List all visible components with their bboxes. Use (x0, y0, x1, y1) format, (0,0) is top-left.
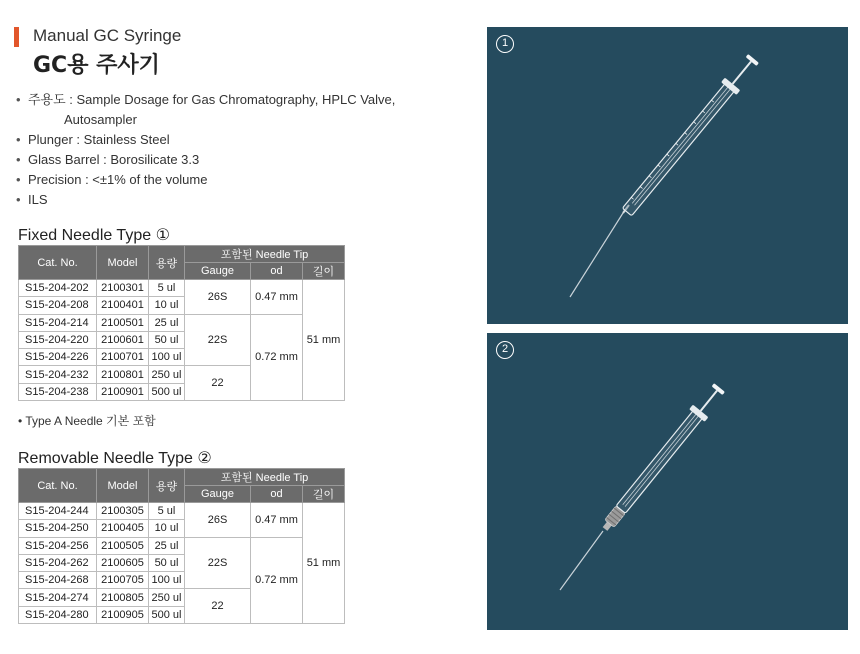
cell-volume: 10 ul (149, 297, 185, 314)
cell-model: 2100401 (97, 297, 149, 314)
cell-gauge: 26S (185, 503, 251, 538)
spec-precision: • Precision : <±1% of the volume (16, 170, 446, 190)
cell-cat-no: S15-204-244 (19, 503, 97, 520)
cell-cat-no: S15-204-220 (19, 331, 97, 348)
cell-cat-no: S15-204-232 (19, 366, 97, 383)
cell-cat-no: S15-204-238 (19, 383, 97, 400)
header-volume: 용량 (149, 246, 185, 280)
cell-volume: 500 ul (149, 606, 185, 623)
cell-cat-no: S15-204-268 (19, 572, 97, 589)
cell-cat-no: S15-204-262 (19, 554, 97, 571)
header-length: 길이 (303, 263, 345, 280)
cell-gauge: 26S (185, 280, 251, 315)
removable-needle-table (18, 468, 345, 624)
spec-list (16, 90, 446, 210)
cell-volume: 5 ul (149, 280, 185, 297)
spec-barrel: • Glass Barrel : Borosilicate 3.3 (16, 150, 446, 170)
cell-volume: 100 ul (149, 349, 185, 366)
fixed-needle-title: Fixed Needle Type ① (18, 227, 170, 244)
cell-cat-no: S15-204-226 (19, 349, 97, 366)
cell-cat-no: S15-204-250 (19, 520, 97, 537)
fixed-needle-table (18, 245, 345, 401)
cell-cat-no: S15-204-208 (19, 297, 97, 314)
removable-syringe-image (487, 333, 848, 630)
cell-model: 2100705 (97, 572, 149, 589)
cell-model: 2100701 (97, 349, 149, 366)
header-od: od (251, 486, 303, 503)
header-needle-tip: 포함된 Needle Tip (185, 469, 345, 486)
header-volume: 용량 (149, 469, 185, 503)
cell-od: 0.47 mm (251, 503, 303, 538)
spec-ils: • ILS (16, 190, 446, 210)
table-row (19, 280, 345, 297)
header-model: Model (97, 469, 149, 503)
cell-volume: 25 ul (149, 537, 185, 554)
cell-model: 2100501 (97, 314, 149, 331)
cell-od: 0.72 mm (251, 537, 303, 623)
cell-volume: 25 ul (149, 314, 185, 331)
cell-cat-no: S15-204-214 (19, 314, 97, 331)
cell-length: 51 mm (303, 503, 345, 624)
cell-cat-no: S15-204-274 (19, 589, 97, 606)
fixed-syringe-illustration (487, 27, 848, 324)
header-model: Model (97, 246, 149, 280)
table-row (19, 503, 345, 520)
cell-volume: 500 ul (149, 383, 185, 400)
number-badge: 2 (496, 341, 514, 359)
cell-model: 2100405 (97, 520, 149, 537)
header-cat-no: Cat. No. (19, 469, 97, 503)
table-row (19, 537, 345, 554)
cell-cat-no: S15-204-280 (19, 606, 97, 623)
header-gauge: Gauge (185, 263, 251, 280)
cell-volume: 50 ul (149, 331, 185, 348)
cell-cat-no: S15-204-202 (19, 280, 97, 297)
cell-volume: 100 ul (149, 572, 185, 589)
cell-od: 0.47 mm (251, 280, 303, 315)
cell-volume: 50 ul (149, 554, 185, 571)
removable-syringe-illustration (487, 333, 848, 630)
cell-od: 0.72 mm (251, 314, 303, 400)
cell-model: 2100301 (97, 280, 149, 297)
cell-model: 2100901 (97, 383, 149, 400)
cell-cat-no: S15-204-256 (19, 537, 97, 554)
header-od: od (251, 263, 303, 280)
cell-gauge: 22S (185, 537, 251, 589)
cell-gauge: 22 (185, 366, 251, 401)
included-needle-note: • Type A Needle 기본 포함 (18, 414, 156, 428)
header-length: 길이 (303, 486, 345, 503)
page-title-en: Manual GC Syringe (33, 26, 182, 45)
header-gauge: Gauge (185, 486, 251, 503)
cell-model: 2100905 (97, 606, 149, 623)
cell-model: 2100601 (97, 331, 149, 348)
cell-model: 2100605 (97, 554, 149, 571)
title-accent-bar (14, 27, 19, 47)
cell-volume: 5 ul (149, 503, 185, 520)
spec-plunger: • Plunger : Stainless Steel (16, 130, 446, 150)
cell-volume: 10 ul (149, 520, 185, 537)
spec-usage: • 주용도 : Sample Dosage for Gas Chromatography, HPLC Valve, (16, 90, 446, 110)
cell-volume: 250 ul (149, 366, 185, 383)
fixed-syringe-image (487, 27, 848, 324)
removable-needle-title: Removable Needle Type ② (18, 450, 212, 467)
spec-usage-continued: Autosampler (64, 112, 137, 127)
note-text: Type A Needle 기본 포함 (25, 414, 156, 428)
cell-volume: 250 ul (149, 589, 185, 606)
number-badge: 1 (496, 35, 514, 53)
cell-length: 51 mm (303, 280, 345, 401)
table-row (19, 314, 345, 331)
cell-gauge: 22 (185, 589, 251, 624)
cell-model: 2100805 (97, 589, 149, 606)
cell-gauge: 22S (185, 314, 251, 366)
cell-model: 2100505 (97, 537, 149, 554)
cell-model: 2100801 (97, 366, 149, 383)
cell-model: 2100305 (97, 503, 149, 520)
page-title-ko: GC용 주사기 (33, 53, 160, 78)
header-needle-tip: 포함된 Needle Tip (185, 246, 345, 263)
header-cat-no: Cat. No. (19, 246, 97, 280)
